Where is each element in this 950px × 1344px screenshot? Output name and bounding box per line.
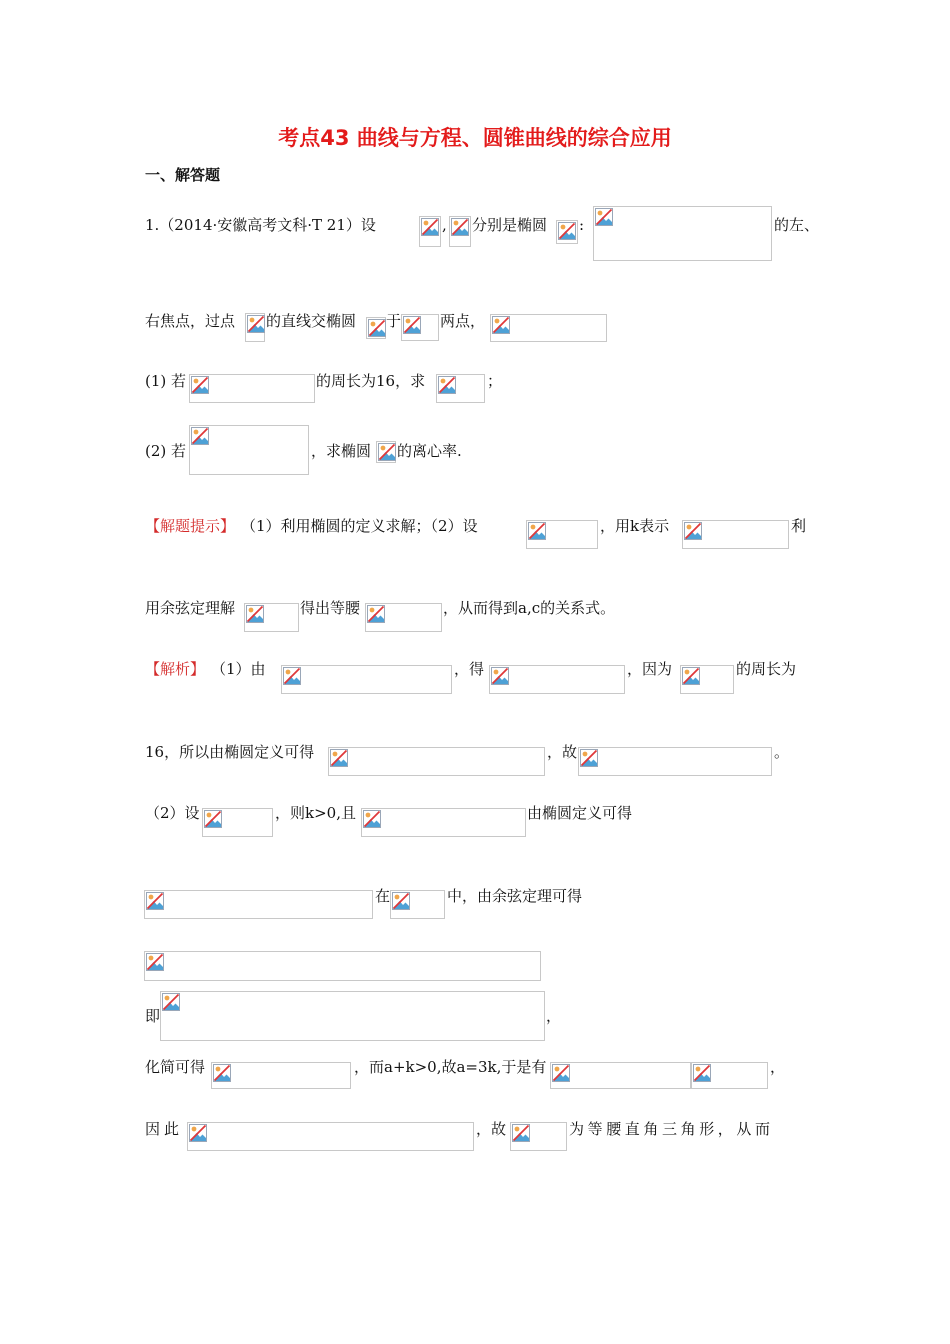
broken-image-icon — [189, 1124, 207, 1142]
broken-image-icon — [552, 1064, 570, 1082]
solution-text: 在 — [375, 887, 391, 905]
q1-text: 于 — [386, 312, 402, 330]
formula-image — [691, 1062, 768, 1089]
hint-text: ，用k表示 — [600, 517, 670, 535]
formula-image — [245, 313, 265, 342]
broken-image-icon — [684, 522, 702, 540]
solution-text: ，得 — [454, 660, 485, 678]
hint-text: 用余弦定理解 — [145, 599, 236, 617]
formula-image — [449, 216, 471, 247]
broken-image-icon — [363, 810, 381, 828]
broken-image-icon — [580, 749, 598, 767]
formula-image — [366, 317, 386, 339]
q1-text: ，求椭圆 — [311, 442, 372, 460]
formula-image — [365, 603, 442, 632]
broken-image-icon — [246, 605, 264, 623]
formula-image — [526, 520, 598, 549]
formula-image — [211, 1062, 351, 1089]
broken-image-icon — [438, 376, 456, 394]
formula-image — [390, 890, 445, 919]
broken-image-icon — [421, 218, 439, 236]
hint-text: 利 — [791, 517, 807, 535]
q1-text: 右焦点，过点 — [145, 312, 236, 330]
solution-text: ，故 — [476, 1120, 507, 1138]
q1-text: ； — [487, 372, 503, 390]
formula-image — [189, 425, 309, 475]
formula-image — [556, 220, 578, 244]
q1-text: (1) 若 — [145, 372, 187, 390]
solution-text: （2）设 — [145, 804, 200, 822]
broken-image-icon — [191, 427, 209, 445]
q1-text: 1.（2014·安徽高考文科·T 21）设 — [145, 216, 376, 234]
q1-text: : — [579, 216, 585, 234]
formula-image — [682, 520, 789, 549]
broken-image-icon — [191, 376, 209, 394]
broken-image-icon — [491, 667, 509, 685]
formula-image — [144, 951, 541, 981]
formula-image — [489, 665, 625, 694]
broken-image-icon — [528, 522, 546, 540]
q1-text: 的左、 — [774, 216, 820, 234]
broken-image-icon — [682, 667, 700, 685]
solution-text: 化简可得 — [145, 1058, 206, 1076]
solution-label: 【解析】 — [145, 660, 206, 678]
formula-image — [401, 314, 439, 341]
formula-image — [187, 1122, 474, 1151]
formula-image — [680, 665, 734, 694]
q1-text: 的离心率. — [397, 442, 462, 460]
solution-text: ，故 — [547, 743, 578, 761]
broken-image-icon — [162, 993, 180, 1011]
solution-text: 由椭圆定义可得 — [527, 804, 633, 822]
broken-image-icon — [378, 443, 396, 461]
solution-text: 因此 — [145, 1120, 184, 1138]
broken-image-icon — [392, 892, 410, 910]
broken-image-icon — [283, 667, 301, 685]
broken-image-icon — [451, 218, 469, 236]
solution-text: ， — [546, 1007, 562, 1025]
broken-image-icon — [247, 315, 265, 333]
formula-image — [436, 374, 485, 403]
formula-image — [202, 808, 273, 837]
solution-text: ，因为 — [627, 660, 673, 678]
q1-text: 的周长为16，求 — [316, 372, 426, 390]
solution-text: 。 — [774, 743, 790, 761]
broken-image-icon — [330, 749, 348, 767]
formula-image — [419, 216, 441, 247]
formula-image — [160, 991, 545, 1041]
solution-text: 16，所以由椭圆定义可得 — [145, 743, 315, 761]
formula-image — [376, 441, 396, 463]
broken-image-icon — [146, 953, 164, 971]
broken-image-icon — [512, 1124, 530, 1142]
section-heading: 一、解答题 — [145, 166, 221, 184]
q1-text: 的直线交椭圆 — [266, 312, 357, 330]
formula-image — [490, 314, 607, 342]
formula-image — [328, 747, 545, 776]
broken-image-icon — [213, 1064, 231, 1082]
broken-image-icon — [558, 222, 576, 240]
formula-image — [510, 1122, 567, 1151]
hint-text: ，从而得到a,c的关系式。 — [443, 599, 616, 617]
broken-image-icon — [368, 319, 386, 337]
hint-label: 【解题提示】 — [145, 517, 236, 535]
broken-image-icon — [595, 208, 613, 226]
hint-text: （1）利用椭圆的定义求解；（2）设 — [241, 517, 478, 535]
page-title: 考点43 曲线与方程、圆锥曲线的综合应用 — [278, 126, 672, 150]
broken-image-icon — [367, 605, 385, 623]
formula-image — [281, 665, 452, 694]
broken-image-icon — [204, 810, 222, 828]
broken-image-icon — [403, 316, 421, 334]
broken-image-icon — [146, 892, 164, 910]
formula-image — [578, 747, 772, 776]
q1-text: , — [442, 216, 447, 234]
solution-text: ，而a+k>0,故a=3k,于是有 — [354, 1058, 547, 1076]
formula-image — [189, 374, 315, 403]
solution-text: ，则k>0,且 — [275, 804, 356, 822]
solution-text: 即 — [145, 1007, 161, 1025]
formula-image — [550, 1062, 691, 1089]
q1-text: (2) 若 — [145, 442, 187, 460]
formula-image — [244, 603, 299, 632]
solution-text: ， — [770, 1058, 786, 1076]
broken-image-icon — [693, 1064, 711, 1082]
solution-text: 中，由余弦定理可得 — [447, 887, 583, 905]
formula-image — [361, 808, 526, 837]
broken-image-icon — [492, 316, 510, 334]
solution-text: 的周长为 — [736, 660, 797, 678]
formula-image — [144, 890, 373, 919]
hint-text: 得出等腰 — [300, 599, 361, 617]
formula-image — [593, 206, 772, 261]
q1-text: 两点， — [440, 312, 486, 330]
solution-text: 为等腰直角三角形，从而 — [569, 1120, 774, 1138]
solution-text: （1）由 — [211, 660, 266, 678]
q1-text: 分别是椭圆 — [472, 216, 548, 234]
